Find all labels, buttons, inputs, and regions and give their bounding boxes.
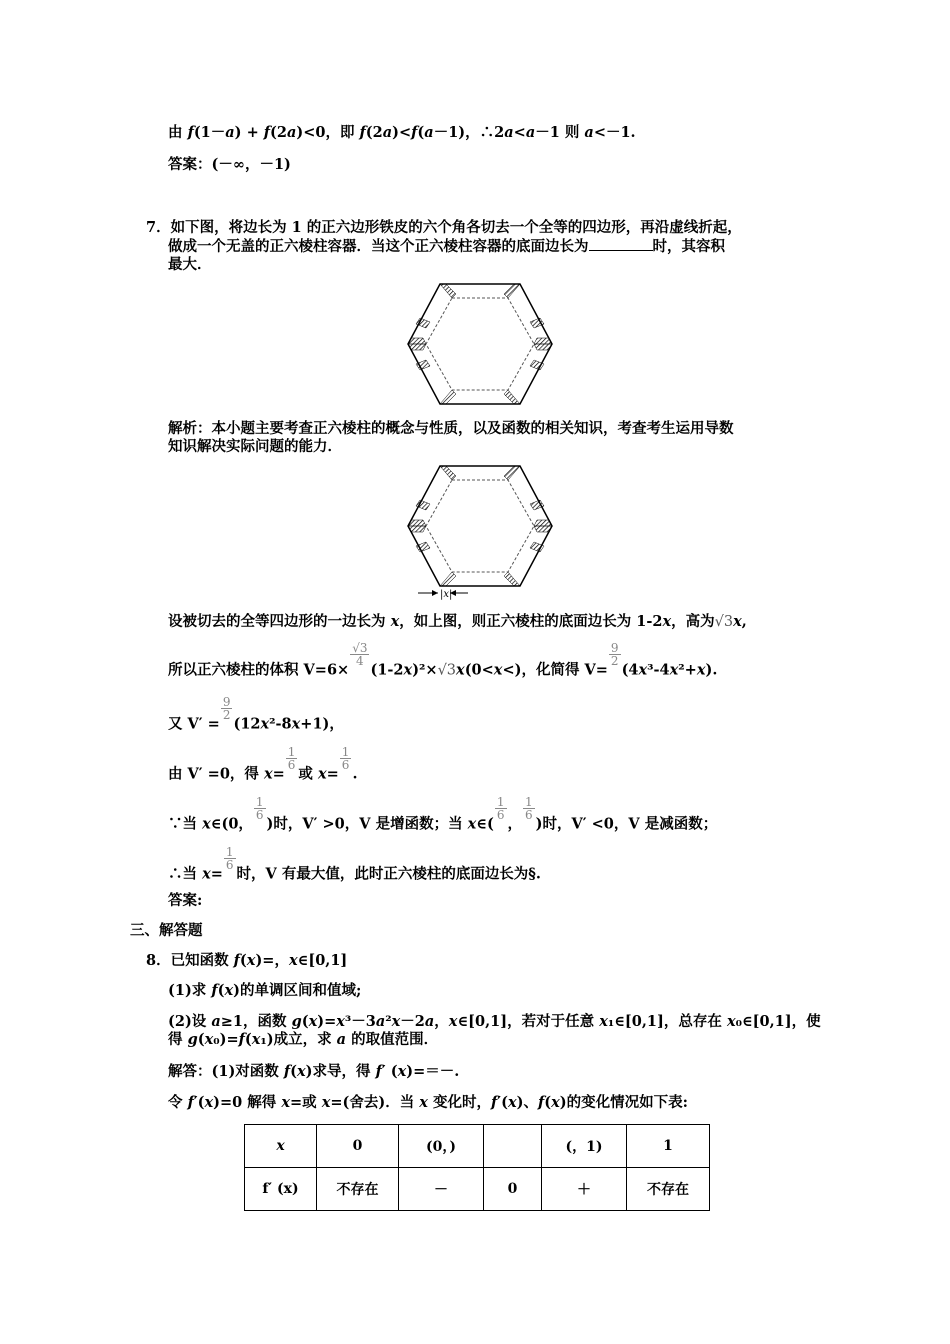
- step-2: 所以正六棱柱的体积 V=6× $\frac{√3}{4}$ (1-2x)²×√3x(0<x<)，化简得 V= $\frac{9}{2}$ (4x³-4x²+x).: [168, 641, 718, 679]
- analysis-line-2: 知识解决实际问题的能力．: [168, 438, 342, 455]
- table-cell: 不存在: [627, 1168, 710, 1211]
- answer-2: 答案:: [168, 892, 203, 909]
- table-header-cell: (0，): [399, 1125, 484, 1168]
- table-cell: 0: [484, 1168, 542, 1211]
- hexagon-figure-1: [400, 280, 560, 408]
- sqrt3-symbol: √3: [714, 614, 734, 630]
- fraction-sqrt3-over-4: $\frac{√3}{4}$: [352, 641, 368, 668]
- solution-8-part-1: 解答：(1)对函数 f(x)求导，得 f′ (x)=＝－.: [168, 1063, 460, 1080]
- table-cell: －: [399, 1168, 484, 1211]
- table-cell: f′ (x): [245, 1168, 317, 1211]
- step-6: ∴当 x= $\frac{1}{6}$ 时，V 有最大值，此时正六棱柱的底面边长为§.: [168, 845, 541, 883]
- question-8: 8．已知函数 f(x)=，x∈[0,1]: [146, 952, 348, 969]
- question-8-part-2: (2)设 a≥1，函数 g(x)=x³－3a²x－2a，x∈[0,1]，若对于任意 x₁∈[0,1]，总存在 x₀∈[0,1]，使: [168, 1013, 821, 1030]
- step-3: 又 V′ = $\frac{9}{2}$ (12x²-8x+1)，: [168, 695, 344, 733]
- step-4: 由 V′ =0，得 x= $\frac{1}{6}$ 或 x= $\frac{1}{6}$ .: [168, 745, 358, 783]
- table-header-cell: 1: [627, 1125, 710, 1168]
- answer-1: 答案：(－∞，－1): [168, 156, 291, 173]
- table-cell: ＋: [542, 1168, 627, 1211]
- answer-blank: [589, 238, 653, 251]
- step-1: 设被切去的全等四边形的一边长为 x，如上图，则正六棱柱的底面边长为 1-2x，高为√3x,: [168, 613, 747, 630]
- table-cell: 不存在: [317, 1168, 399, 1211]
- question-8-part-1: (1)求 f(x)的单调区间和值域;: [168, 982, 362, 999]
- solution-line-1: 由 f(1－a) + f(2a)<0，即 f(2a)<f(a－1)，∴2a<a－1 则 a<－1.: [168, 124, 636, 141]
- section-heading: 三、解答题: [130, 922, 203, 939]
- question-7-number: 7．: [146, 219, 171, 236]
- fraction-9-over-2: $\frac{9}{2}$: [610, 641, 619, 668]
- hexagon-figure-2: [400, 462, 560, 602]
- variation-table: [244, 1124, 710, 1211]
- table-row: [245, 1125, 710, 1168]
- question-7-line-3: 最大．: [168, 256, 212, 273]
- table-header-cell: [484, 1125, 542, 1168]
- table-header-cell: (，1): [542, 1125, 627, 1168]
- table-row: [245, 1168, 710, 1211]
- step-5: ∵当 x∈(0， $\frac{1}{6}$ )时，V′ >0，V 是增函数；当 x∈( $\frac{1}{6}$ ， $\frac{1}{6}$ )时，V′ <0，V 是减函数；: [168, 795, 718, 833]
- question-7-line-1: 7．如下图，将边长为 1 的正六边形铁皮的六个角各切去一个全等的四边形，再沿虚线折起，: [146, 219, 742, 236]
- solution-8-critical-points: 令 f′(x)=0 解得 x=或 x=(舍去)．当 x 变化时，f′(x)、f(x)的变化情况如下表:: [168, 1094, 688, 1111]
- table-header-cell: x: [245, 1125, 317, 1168]
- table-header-cell: 0: [317, 1125, 399, 1168]
- question-7-line-2: 做成一个无盖的正六棱柱容器．当这个正六棱柱容器的底面边长为 时，其容积: [168, 238, 725, 255]
- x-length-label: |x|: [440, 589, 453, 600]
- question-8-number: 8．: [146, 952, 171, 969]
- analysis-line-1: 解析：本小题主要考查正六棱柱的概念与性质，以及函数的相关知识，考查考生运用导数: [168, 420, 734, 437]
- question-8-part-2-cont: 得 g(x₀)=f(x₁)成立，求 a 的取值范围．: [168, 1031, 439, 1048]
